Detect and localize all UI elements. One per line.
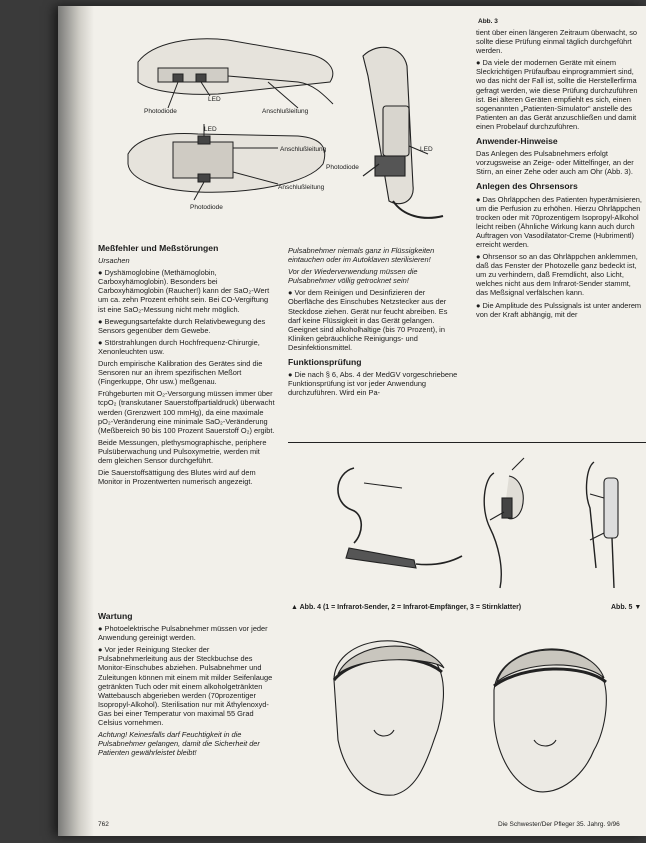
- paragraph: Frühgeburten mit O₂-Versorgung müssen immer über tcpO₂ (transkutaner Sauerstoffpartialdruck) überwacht werden (Grenzwert 100 mmHg), da eine maximale pO₂-Veränderung eine minimale SaO₂-Veränderung (Meßbereich 90 bis 100 Prozent Sauerstoff O₂) ergibt.: [98, 389, 275, 435]
- finger-sensor-figure: [98, 24, 348, 224]
- subheading-ursachen: Ursachen: [98, 256, 130, 266]
- journal-source: Die Schwester/Der Pfleger 35. Jahrg. 9/96: [498, 821, 620, 828]
- italic-note: Pulsabnehmer niemals ganz in Flüssigkeiten eintauchen oder im Autoklaven sterilisieren!: [288, 246, 435, 265]
- right-column: [476, 28, 644, 322]
- label-led-2: LED: [204, 126, 217, 133]
- label-anschluss-2: Anschlußleitung: [280, 146, 327, 153]
- paragraph: ● Da viele der modernen Geräte mit einem Sleckrichtigen Prüfaufbau einprogrammiert sind, wo das nicht der Fall ist, sollte die Herstellerfirma gefragt werden, wie diese Prüfung durchzuführen ist. Bei älteren Geräten empfiehlt es sich, einen sogenannten „Patienten-Simulator“ anstelle des Patienten an das Gerät anzuschließen und damit einen Probelauf durchzuführen.: [476, 58, 638, 131]
- paragraph: Beide Messungen, plethysmographische, periphere Pulsüberwachung und Pulsoxymetrie, werden mit dem gleichen Sensor durchgeführt.: [98, 437, 267, 465]
- paragraph: ● Dyshämoglobine (Methämoglobin, Carboxyhämoglobin). Besonders bei Carboxyhämoglobin (Raucher!) kann der SaO₂-Wert um ca. zehn Prozent erhöht sein. Bei CO-Vergiftung ist eine SaO₂-Messung nicht mehr möglich.: [98, 268, 270, 314]
- paragraph: ● Vor jeder Reinigung Stecker der Pulsabnehmerleitung aus der Steckbuchse des Monitor-Einschubes abziehen. Pulsabnehmer und Zuleitungen können mit einem mit milder Seifenlauge getränkten Tuch oder mit einem alkoholgetränkten Wattebausch abgerieben werden (70prozentiger Isopropyl-Alkohol). Sterilisation nur mit Äthylenoxyd-Gas bei einer Temperatur von maximal 55 Grad Celsius vornehmen.: [98, 645, 273, 728]
- heading-anwender-hinweise: Anwender-Hinweise: [476, 136, 558, 147]
- label-led: LED: [208, 96, 221, 103]
- figure-label-abb5: Abb. 5 ▼: [611, 604, 642, 611]
- paragraph: ● Photoelektrische Pulsabnehmer müssen vor jeder Anwendung gereinigt werden.: [98, 624, 268, 643]
- paragraph: ● Vor dem Reinigen und Desinfizieren der Oberfläche des Einschubes Netzstecker aus der Steckdose ziehen. Gerät nur feucht abreiben. Es darf keine Flüssigkeit in das Gerät gelangen. Geeignet sind alkoholhaltige (bis 70 Prozent), in Kliniken gebräuchliche Reinigungs- und Desinfektionsmittel.: [288, 288, 448, 352]
- label-anschluss-3: Anschlußleitung: [278, 184, 325, 191]
- label-anschluss: Anschlußleitung: [262, 108, 309, 115]
- left-column-wartung: [98, 606, 276, 760]
- page-number: 762: [98, 821, 109, 828]
- label-photodiode-2: Photodiode: [326, 164, 359, 171]
- heading-ohrsensor: Anlegen des Ohrsensors: [476, 181, 578, 192]
- page-binding-shadow: [58, 6, 94, 836]
- paragraph: tient über einen längeren Zeitraum überwacht, so sollte diese Prüfung einmal täglich durchgeführt werden.: [476, 28, 638, 56]
- forehead-sensor-figure: [294, 620, 644, 816]
- finger-clip-figure: [323, 36, 448, 226]
- paragraph: ● Die nach § 6, Abs. 4 der MedGV vorgeschriebene Funktionsprüfung ist vor jeder Anwendung durchzuführen. Wird ein Pa-: [288, 370, 458, 398]
- magazine-page: [58, 6, 646, 836]
- paragraph: Durch empirische Kalibration des Gerätes sind die Sensoren nur an ihrem spezifischen Meßort (Fingerkuppe, Ohr usw.) meßgenau.: [98, 359, 263, 387]
- label-photodiode-3: Photodiode: [190, 204, 223, 211]
- warning-text: Achtung! Keinesfalls darf Feuchtigkeit in die Pulsabnehmer gelangen, damit die Sicherheit der Patienten gewährleistet bleibt!: [98, 730, 260, 758]
- label-led-3: LED: [420, 146, 433, 153]
- abb3-label: Abb. 3: [478, 18, 498, 25]
- italic-note-2: Vor der Wiederverwendung müssen die Pulsabnehmer völlig getrocknet sein!: [288, 267, 418, 286]
- middle-column: [288, 246, 458, 400]
- paragraph: ● Das Ohrläppchen des Patienten hyperämisieren, um die Perfusion zu erhöhen. Hierzu Ohrläppchen trocken oder mit 70prozentigem Isopropyl-Alkohol leicht reiben (Ähnliche Wirkung kann auch durch Auftragen von Vasodilatator-Creme (Hubrimentl) erreicht werden.: [476, 194, 642, 249]
- paragraph: Die Sauerstoffsättigung des Blutes wird auf dem Monitor in Prozentwerten numerisch angezeigt.: [98, 468, 256, 487]
- paragraph: Das Anlegen des Pulsabnehmers erfolgt vorzugsweise an Zeige- oder Mittelfinger, an der Stirn, an einer Zehe oder auch am Ohr (Abb. 3).: [476, 149, 634, 177]
- paragraph: ● Die Amplitude des Pulssignals ist unter anderem von der Kraft abhängig, mit der: [476, 300, 642, 319]
- paragraph: ● Ohrsensor so an das Ohrläppchen anklemmen, daß das Fenster der Photozelle ganz bedeckt ist, um zu verhindern, daß Fremdlicht, also Licht, welches nicht aus dem Infrarot-Sender stammt, das Meßsignal verfälschen kann.: [476, 252, 638, 298]
- figure-frame-top: [288, 442, 646, 443]
- ear-sensor-figure: [294, 448, 644, 598]
- paragraph: ● Störstrahlungen durch Hochfrequenz-Chirurgie, Xenonleuchten usw.: [98, 337, 260, 356]
- paragraph: ● Bewegungsartefakte durch Relativbewegung des Sensors gegenüber dem Gewebe.: [98, 316, 266, 335]
- figure-caption-abb4: ▲ Abb. 4 (1 = Infrarot-Sender, 2 = Infrarot-Empfänger, 3 = Stirnklatter): [291, 604, 522, 611]
- label-photodiode: Photodiode: [144, 108, 177, 115]
- heading-wartung: Wartung: [98, 611, 133, 621]
- left-column: [98, 238, 276, 489]
- heading-funktionspruefung: Funktionsprüfung: [288, 357, 362, 368]
- heading-messfehler: Meßfehler und Meßstörungen: [98, 243, 219, 253]
